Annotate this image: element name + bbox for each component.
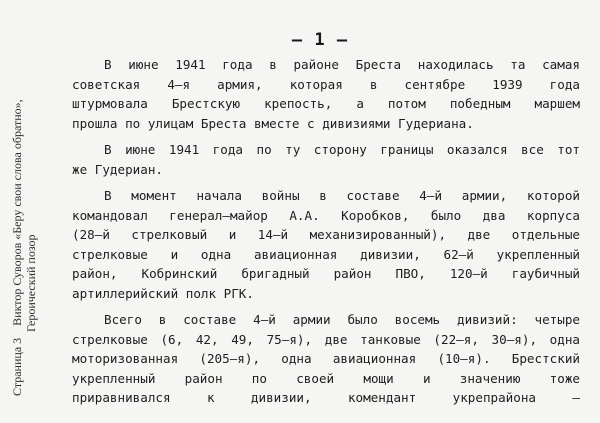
- paragraph: [72, 186, 580, 303]
- text-line: же Гудериан.: [72, 161, 163, 177]
- text-line: В июне 1941 года по ту сторону границы оказался все тот: [104, 142, 580, 157]
- paragraph: [72, 310, 580, 408]
- text-line: артиллерийский полк РГК.: [72, 285, 254, 301]
- text-line: прошла по улицам Бреста вместе с дивизиями Гудериана.: [72, 115, 474, 131]
- paragraph: [72, 140, 580, 179]
- paragraph: [72, 55, 580, 133]
- chapter-title: Героический позор: [24, 234, 38, 332]
- text-line: стрелковые и одна авиационная дивизии, 62–й укрепленный: [72, 246, 580, 262]
- text-line: штурмовала Брестскую крепость, а потом победным маршем: [72, 96, 580, 111]
- text-line: приравнивался к дивизии, комендант укрепрайона –: [72, 390, 580, 405]
- text-line: укрепленный район по своей мощи и значению тоже: [72, 370, 580, 386]
- body-text: [72, 55, 580, 415]
- text-line: стрелковые (6, 42, 49, 75–я), две танковые (22–я, 30–я), одна: [72, 331, 580, 347]
- text-line: (28–й стрелковый и 14–й механизированный), две отдельные: [72, 227, 580, 242]
- text-line: район, Кобринский бригадный район ПВО, 120–й гаубичный: [72, 266, 580, 281]
- page-label: Страница 3: [10, 337, 24, 396]
- text-line: моторизованная (205–я), одна авиационная (10–я). Брестский: [72, 351, 580, 366]
- book-title: Виктор Суворов «Беру свои слова обратно»,: [10, 99, 24, 326]
- text-line: В момент начала войны в составе 4–й армии, которой: [104, 188, 580, 203]
- text-line: Всего в составе 4–й армии было восемь дивизий: четыре: [104, 312, 580, 327]
- text-line: командовал генерал–майор А.А. Коробков, было два корпуса: [72, 207, 580, 223]
- text-line: В июне 1941 года в районе Бреста находилась та самая: [104, 57, 580, 72]
- page-number: – 1 –: [291, 30, 349, 50]
- text-line: советская 4–я армия, которая в сентябре 1939 года: [72, 76, 580, 92]
- running-header: [10, 16, 54, 396]
